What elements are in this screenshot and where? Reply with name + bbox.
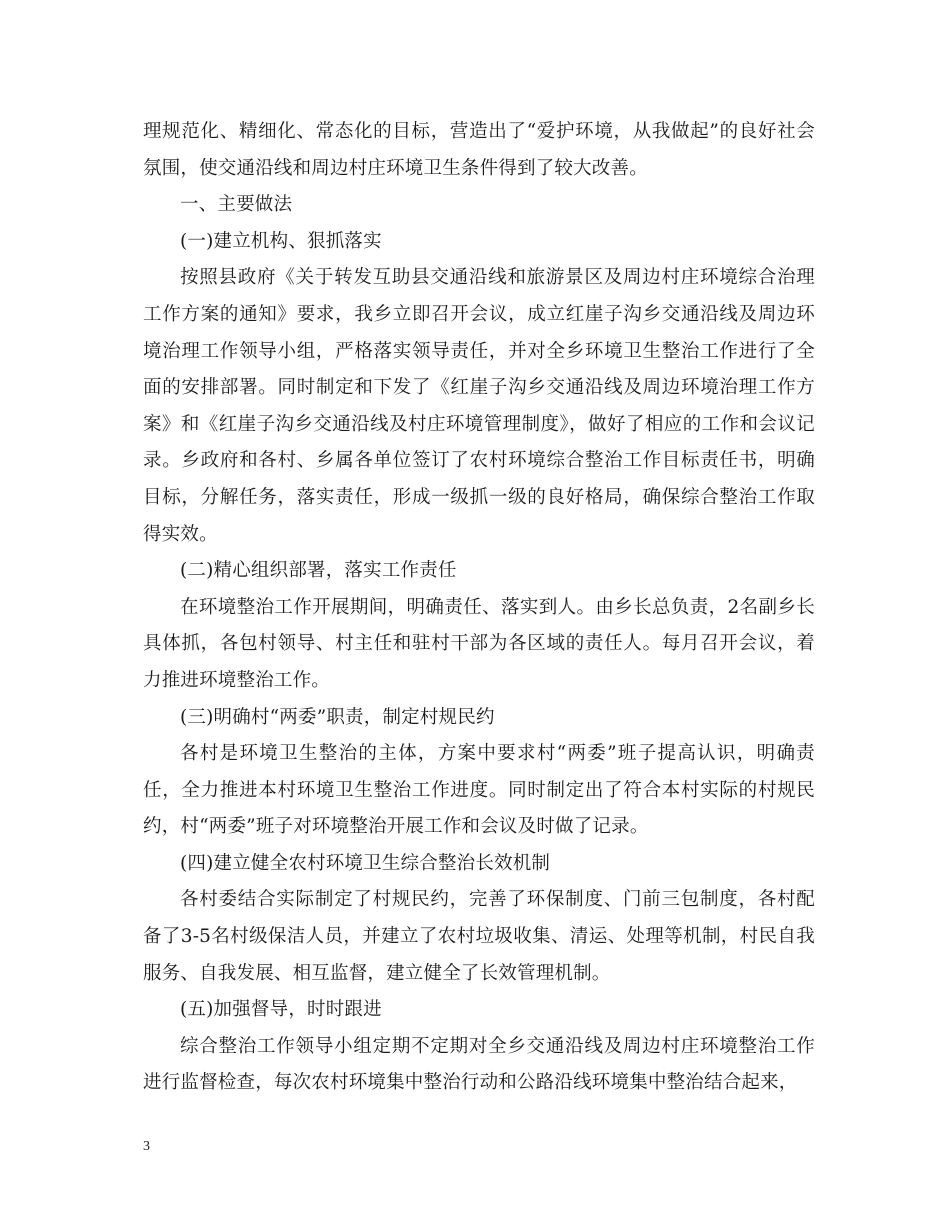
page-number: 3 (143, 1139, 150, 1154)
document-body (143, 114, 815, 1102)
paragraph-2: 在环境整治工作开展期间，明确责任、落实到人。由乡长总负责，2名副乡长具体抓，各包村领导、村主任和驻村干部为各区域的责任人。每月召开会议，着力推进环境整治工作。 (143, 596, 815, 691)
subheading-3: (三)明确村“两委”职责，制定村规民约 (180, 706, 495, 728)
paragraph-1: 按照县政府《关于转发互助县交通沿线和旅游景区及周边村庄环境综合治理工作方案的通知》要求，我乡立即召开会议，成立红崖子沟乡交通沿线及周边环境治理工作领导小组，严格落实领导责任，并对全乡环境卫生整治工作进行了全面的安排部署。同时制定和下发了《红崖子沟乡交通沿线及周边环境治理工作方案》和《红崖子沟乡交通沿线及村庄环境管理制度》，做好了相应的工作和会议记录。乡政府和各村、乡属各单位签订了农村环境综合整治工作目标责任书，明确目标，分解任务，落实责任，形成一级抓一级的良好格局，确保综合整治工作取得实效。 (143, 267, 815, 545)
subheading-4: (四)建立健全农村环境卫生综合整治长效机制 (180, 852, 551, 874)
paragraph-3: 各村是环境卫生整治的主体，方案中要求村“两委”班子提高认识，明确责任，全力推进本村环境卫生整治工作进度。同时制定出了符合本村实际的村规民约，村“两委”班子对环境整治开展工作和会议及时做了记录。 (143, 743, 815, 838)
subheading-5: (五)加强督导，时时跟进 (180, 999, 382, 1021)
subheading-2: (二)精心组织部署，落实工作责任 (180, 560, 457, 582)
section-heading-main-practices: 一、主要做法 (180, 194, 293, 216)
paragraph-continued-intro: 理规范化、精细化、常态化的目标，营造出了“爱护环境，从我做起”的良好社会氛围，使交通沿线和周边村庄环境卫生条件得到了较大改善。 (143, 121, 815, 179)
paragraph-5: 综合整治工作领导小组定期不定期对全乡交通沿线及周边村庄环境整治工作进行监督检查，每次农村环境集中整治行动和公路沿线环境集中整治结合起来， (143, 1035, 815, 1094)
paragraph-4: 各村委结合实际制定了村规民约，完善了环保制度、门前三包制度，各村配备了3-5名村级保洁人员，并建立了农村垃圾收集、清运、处理等机制，村民自我服务、自我发展、相互监督，建立健全了长效管理机制。 (143, 889, 815, 984)
subheading-1: (一)建立机构、狠抓落实 (180, 230, 382, 252)
